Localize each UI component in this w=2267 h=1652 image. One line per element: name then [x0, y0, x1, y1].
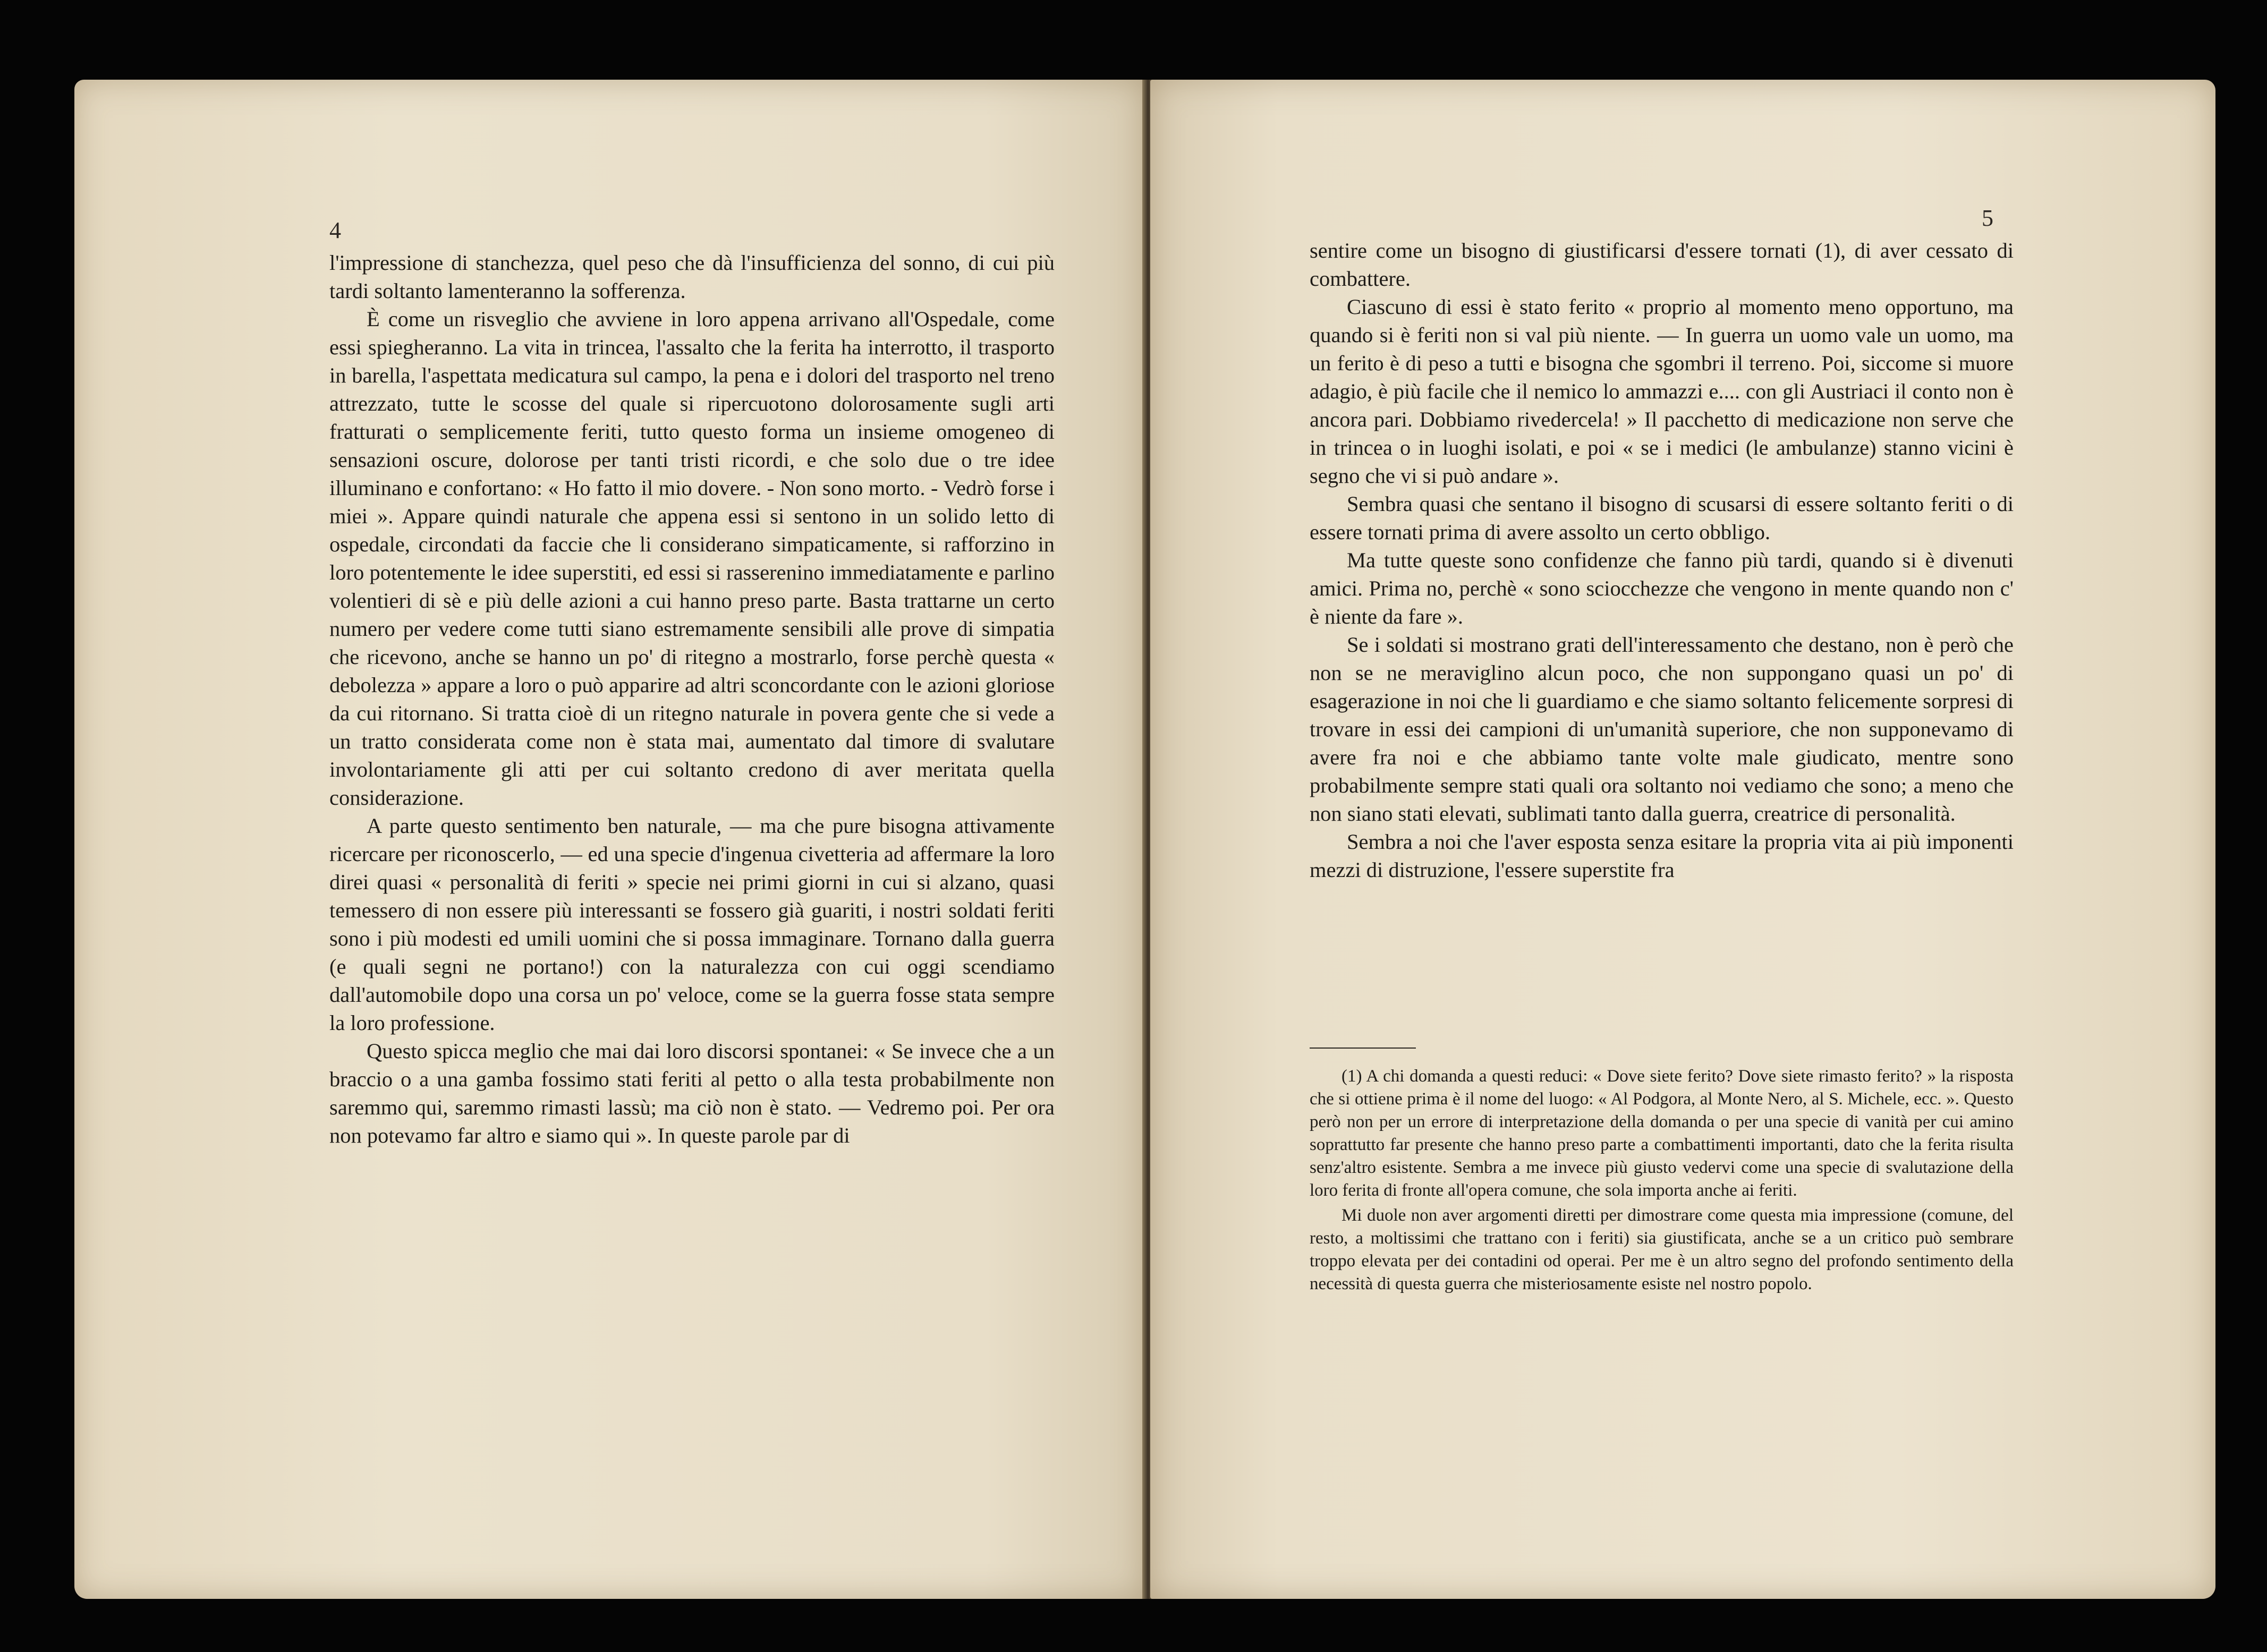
right-page — [1150, 80, 2215, 1599]
right-page-body — [1310, 236, 2014, 884]
left-page — [74, 80, 1145, 1599]
footnote-rule — [1310, 1048, 1416, 1049]
paragraph: sentire come un bisogno di giustificarsi d'essere tornati (1), di aver cessato di combattere. — [1310, 239, 2014, 291]
footnote: (1) A chi domanda a questi reduci: « Dove siete ferito? Dove siete rimasto ferito? » la risposta che si ottiene prima è il nome del luogo: « Al Podgora, al Monte Nero, al S. Michele, ecc. ». Questo però non per un errore di interpretazione della domanda o per una specie di vanità per cui amino soprattutto far presente che hanno preso parte a combattimenti importanti, dato che la ferita risulta senz'altro esistente. Sembra a me invece più giusto vedervi come una specie di svalutazione della loro ferita di fronte all'opera comune, che sola importa anche ai feriti. — [1310, 1067, 2014, 1200]
paragraph: Sembra a noi che l'aver esposta senza esitare la propria vita ai più imponenti mezzi di distruzione, l'essere superstite fra — [1310, 830, 2014, 882]
paragraph: l'impressione di stanchezza, quel peso che dà l'insufficienza del sonno, di cui più tardi soltanto lamenteranno la sofferenza. — [329, 251, 1055, 303]
paragraph: Ma tutte queste sono confidenze che fanno più tardi, quando si è divenuti amici. Prima no, perchè « sono sciocchezze che vengono in mente quando non c' è niente da fare ». — [1310, 548, 2014, 628]
paragraph: Se i soldati si mostrano grati dell'interessamento che destano, non è però che non se ne meraviglino alcun poco, che non suppongano quasi un po' di esagerazione in noi che li guardiamo e che siamo soltanto felicemente sorpresi di trovare in essi dei campioni di un'umanità superiore, che non supponevamo di avere fra noi e che abbiamo tante volte male giudicato, mentre sono probabilmente sempre stati quali ora soltanto noi vediamo che sono; a meno che non siano stati elevati, sublimati tanto dalla guerra, creatrice di personalità. — [1310, 633, 2014, 825]
page-number: 5 — [1982, 205, 1993, 231]
paragraph: È come un risveglio che avviene in loro appena arrivano all'Ospedale, come essi spiegheranno. La vita in trincea, l'assalto che la ferita ha interrotto, il trasporto in barella, l'aspettata medicatura sul campo, la pena e i dolori del trasporto nel treno attrezzato, tutte le scosse del quale si ripercuotono dolorosamente sugli arti fratturati o semplicemente feriti, tutto questo forma un insieme omogeneo di sensazioni oscure, dolorose per tanti tristi ricordi, e che solo due o tre idee illuminano e confortano: « Ho fatto il mio dovere. - Non sono morto. - Vedrò forse i miei ». Appare quindi naturale che appena essi si sentono in un solido letto di ospedale, circondati da faccie che li considerano simpaticamente, si rafforzino in loro potentemente le idee superstiti, ed essi si rasserenino immediatamente e parlino volentieri di sè e più delle azioni a cui hanno preso parte. Basta trattarne un certo numero per vedere come tutti siano estremamente sensibili alle prove di simpatia che ricevono, anche se hanno un po' di ritegno a mostrarlo, forse perchè questa « debolezza » appare a loro o può apparire ad altri sconcordante con le azioni gloriose da cui ritornano. Si tratta cioè di un ritegno naturale in povera gente che si vede a un tratto considerata come non è stata mai, aumentato dal timore di svalutare involontariamente gli atti per cui soltanto credono di aver meritata quella considerazione. — [329, 307, 1055, 810]
paragraph: Ciascuno di essi è stato ferito « proprio al momento meno opportuno, ma quando si è feriti non si val più niente. — In guerra un uomo vale un uomo, ma un ferito è di peso a tutti e bisogna che sgombri il terreno. Poi, siccome si muore adagio, è più facile che il nemico lo ammazzi e.... con gli Austriaci il conto non è ancora pari. Dobbiamo rivedercela! » Il pacchetto di medicazione non serve che in trincea o in luoghi isolati, e poi « se i medici (le ambulanze) stanno vicini è segno che vi si può andare ». — [1310, 295, 2014, 488]
page-number: 4 — [329, 217, 341, 243]
paragraph: Sembra quasi che sentano il bisogno di scusarsi di essere soltanto feriti o di essere tornati prima di avere assolto un certo obbligo. — [1310, 492, 2014, 544]
paragraph: A parte questo sentimento ben naturale, — ma che pure bisogna attivamente ricercare per riconoscerlo, — ed una specie d'ingenua civetteria ad affermare la loro direi quasi « personalità di feriti » specie nei primi giorni in cui si alzano, quasi temessero di non essere più interessanti se fossero già guariti, i nostri soldati feriti sono i più modesti ed umili uomini che si possa immaginare. Tornano dalla guerra (e quali segni ne portano!) con la naturalezza con cui oggi scendiamo dall'automobile dopo una corsa un po' veloce, come se la guerra fosse stata sempre la loro professione. — [329, 814, 1055, 1035]
paragraph: Questo spicca meglio che mai dai loro discorsi spontanei: « Se invece che a un braccio o a una gamba fossimo stati feriti al petto o alla testa probabilmente non saremmo qui, saremmo rimasti lassù; ma ciò non è stato. — Vedremo poi. Per ora non potevamo far altro e siamo qui ». In queste parole par di — [329, 1039, 1055, 1147]
left-page-body — [329, 249, 1055, 1149]
footnote: Mi duole non aver argomenti diretti per dimostrare come questa mia impressione (comune, del resto, a moltissimi che trattano con i feriti) sia giustificata, anche se a un critico può sembrare troppo elevata per dei contadini od operai. Per me è un altro segno del profondo sentimento della necessità di questa guerra che misteriosamente esiste nel nostro popolo. — [1310, 1206, 2014, 1293]
book-spread — [74, 80, 2215, 1599]
footnotes — [1310, 1065, 2014, 1298]
